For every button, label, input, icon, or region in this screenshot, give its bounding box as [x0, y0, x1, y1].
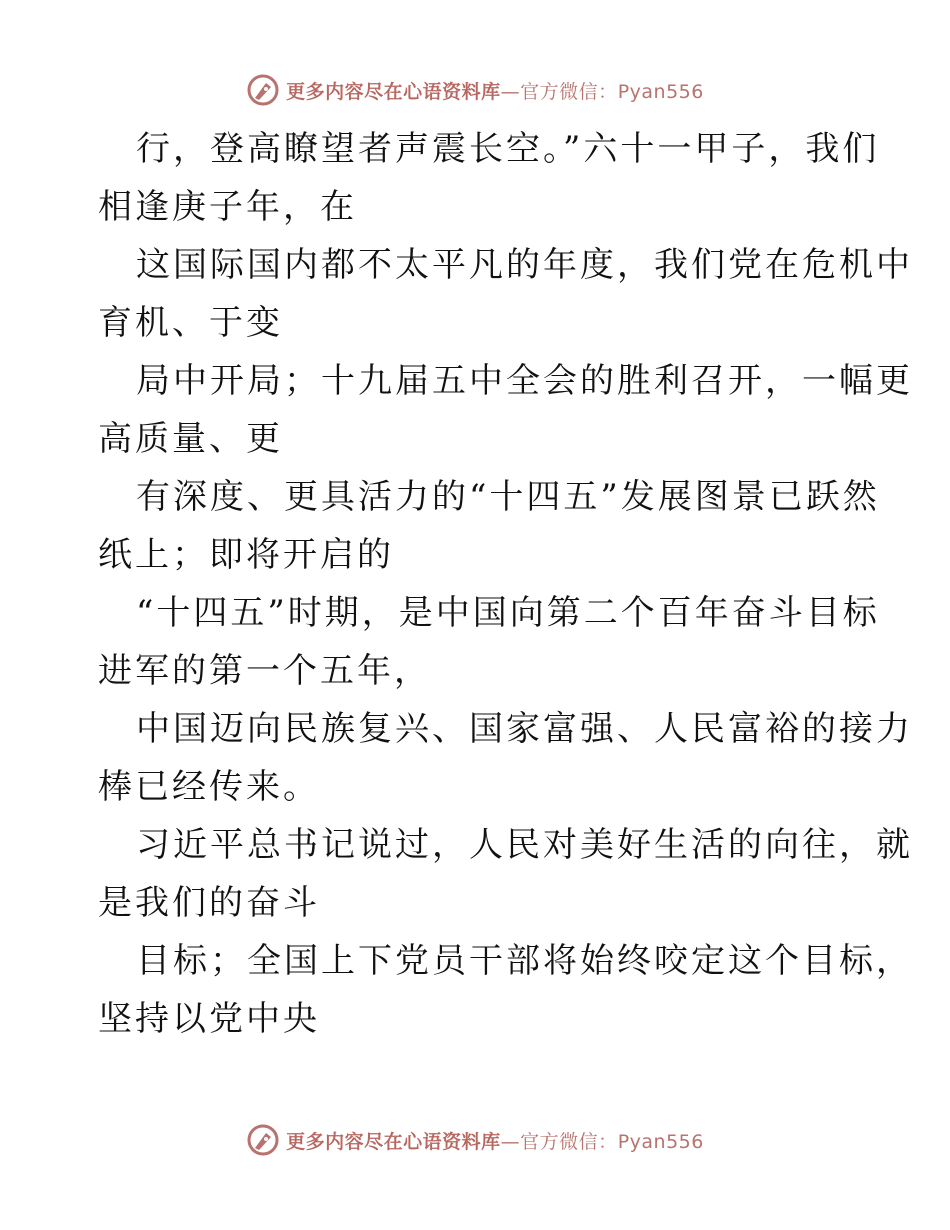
banner-text: 更多内容尽在心语资料库—官方微信：Pyan556: [286, 80, 704, 103]
pen-nib-circle-icon: [246, 73, 280, 107]
document-body: [98, 120, 913, 1048]
text-line: 习近平总书记说过，人民对美好生活的向往，就: [136, 825, 913, 865]
text-line: 行，登高瞭望者声震长空。”六十一甲子，我们: [136, 129, 880, 169]
text-line: 坚持以党中央: [98, 999, 320, 1039]
text-line: 有深度、更具活力的“十四五”发展图景已跃然: [136, 477, 880, 517]
text-line: 相逢庚子年，在: [98, 187, 357, 227]
text-line: 育机、于变: [98, 303, 283, 343]
header-banner: [0, 70, 950, 110]
text-line: 进军的第一个五年，: [98, 651, 431, 691]
text-line: “十四五”时期，是中国向第二个百年奋斗目标: [136, 593, 880, 633]
text-line: 这国际国内都不太平凡的年度，我们党在危机中: [136, 245, 913, 285]
text-line: 目标；全国上下党员干部将始终咬定这个目标，: [136, 941, 913, 981]
text-line: 局中开局；十九届五中全会的胜利召开，一幅更: [136, 361, 913, 401]
text-line: 棒已经传来。: [98, 767, 320, 807]
pen-nib-circle-icon: [246, 1123, 280, 1157]
text-line: 是我们的奋斗: [98, 883, 320, 923]
banner-text: 更多内容尽在心语资料库—官方微信：Pyan556: [286, 1130, 704, 1153]
footer-banner: [0, 1120, 950, 1160]
text-line: 纸上；即将开启的: [98, 535, 394, 575]
text-line: 中国迈向民族复兴、国家富强、人民富裕的接力: [136, 709, 913, 749]
text-line: 高质量、更: [98, 419, 283, 459]
